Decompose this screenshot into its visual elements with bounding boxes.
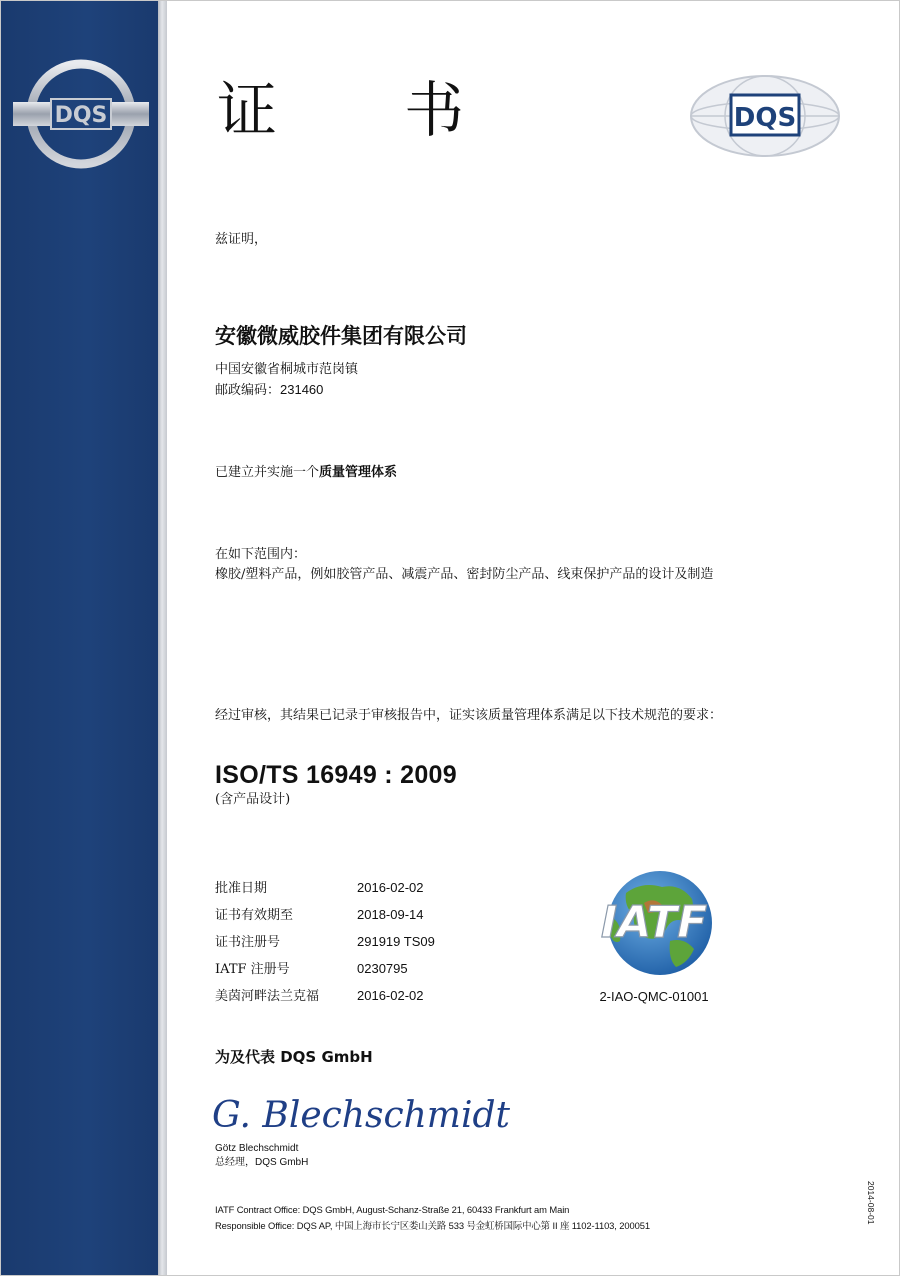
signer-title: 总经理，DQS GmbH — [215, 1157, 309, 1168]
scope-label: 在如下范围内： — [215, 547, 307, 562]
handwritten-signature — [206, 1083, 510, 1141]
system-prefix: 已建立并实施一个 — [215, 465, 320, 480]
detail-row — [215, 877, 424, 896]
detail-value: 2016-02-02 — [357, 880, 424, 895]
svg-text:DQS: DQS — [54, 103, 108, 128]
detail-row — [215, 931, 435, 950]
detail-label: 批准日期 — [215, 881, 268, 896]
scope-text: 橡胶/塑料产品，例如胶管产品、减震产品、密封防尘产品、线束保护产品的设计及制造 — [215, 567, 714, 582]
postcode-value: 231460 — [280, 382, 324, 397]
system-name: 质量管理体系 — [319, 465, 398, 480]
system-statement — [215, 465, 397, 481]
detail-label: 证书有效期至 — [215, 908, 294, 923]
postcode-label: 邮政编码： — [215, 383, 281, 398]
svg-text:G. Blechschmidt: G. Blechschmidt — [212, 1095, 510, 1136]
company-name: 安徽微威胶件集团有限公司 — [215, 324, 467, 348]
certificate-title: 证 书 — [217, 76, 519, 146]
responsible-office: Responsible Office: DQS AP, 中国上海市长宁区娄山关路 533 号金虹桥国际中心第 II 座 1102-1103, 200051 — [215, 1220, 650, 1231]
detail-value: 2018-09-14 — [357, 907, 424, 922]
svg-text:DQS: DQS — [733, 103, 797, 133]
iatf-contract-office: IATF Contract Office: DQS GmbH, August-Schanz-Straße 21, 60433 Frankfurt am Main — [215, 1204, 570, 1215]
detail-label: 证书注册号 — [215, 935, 281, 950]
detail-value: 0230795 — [357, 961, 408, 976]
standard-note: (含产品设计) — [215, 792, 291, 807]
left-band-silver-edge — [158, 1, 167, 1275]
form-code-text: 2014-08-01 — [866, 1181, 876, 1225]
detail-row — [215, 904, 424, 923]
iatf-code: 2-IAO-QMC-01001 — [599, 989, 709, 1004]
iatf-globe-logo — [584, 863, 724, 981]
svg-text:IATF: IATF — [600, 897, 708, 948]
audit-statement: 经过审核，其结果已记录于审核报告中，证实该质量管理体系满足以下技术规范的要求： — [215, 708, 723, 723]
form-code — [844, 1181, 894, 1241]
postcode-line — [215, 382, 323, 399]
left-blue-band — [1, 1, 158, 1275]
detail-label: 美茵河畔法兰克福 — [215, 989, 320, 1004]
dqs-seal-logo-left — [13, 59, 149, 169]
signer-name: Götz Blechschmidt — [215, 1143, 299, 1154]
on-behalf-line: 为及代表 DQS GmbH — [215, 1048, 373, 1066]
detail-row — [215, 985, 424, 1004]
detail-value: 2016-02-02 — [357, 988, 424, 1003]
detail-label: IATF 注册号 — [215, 962, 290, 977]
dqs-globe-logo-right — [687, 73, 843, 159]
intro-text: 兹证明， — [215, 232, 268, 247]
detail-value: 291919 TS09 — [357, 934, 435, 949]
standard-name: ISO/TS 16949 : 2009 — [215, 761, 457, 789]
detail-row — [215, 958, 408, 977]
company-address: 中国安徽省桐城市范岗镇 — [215, 362, 359, 377]
